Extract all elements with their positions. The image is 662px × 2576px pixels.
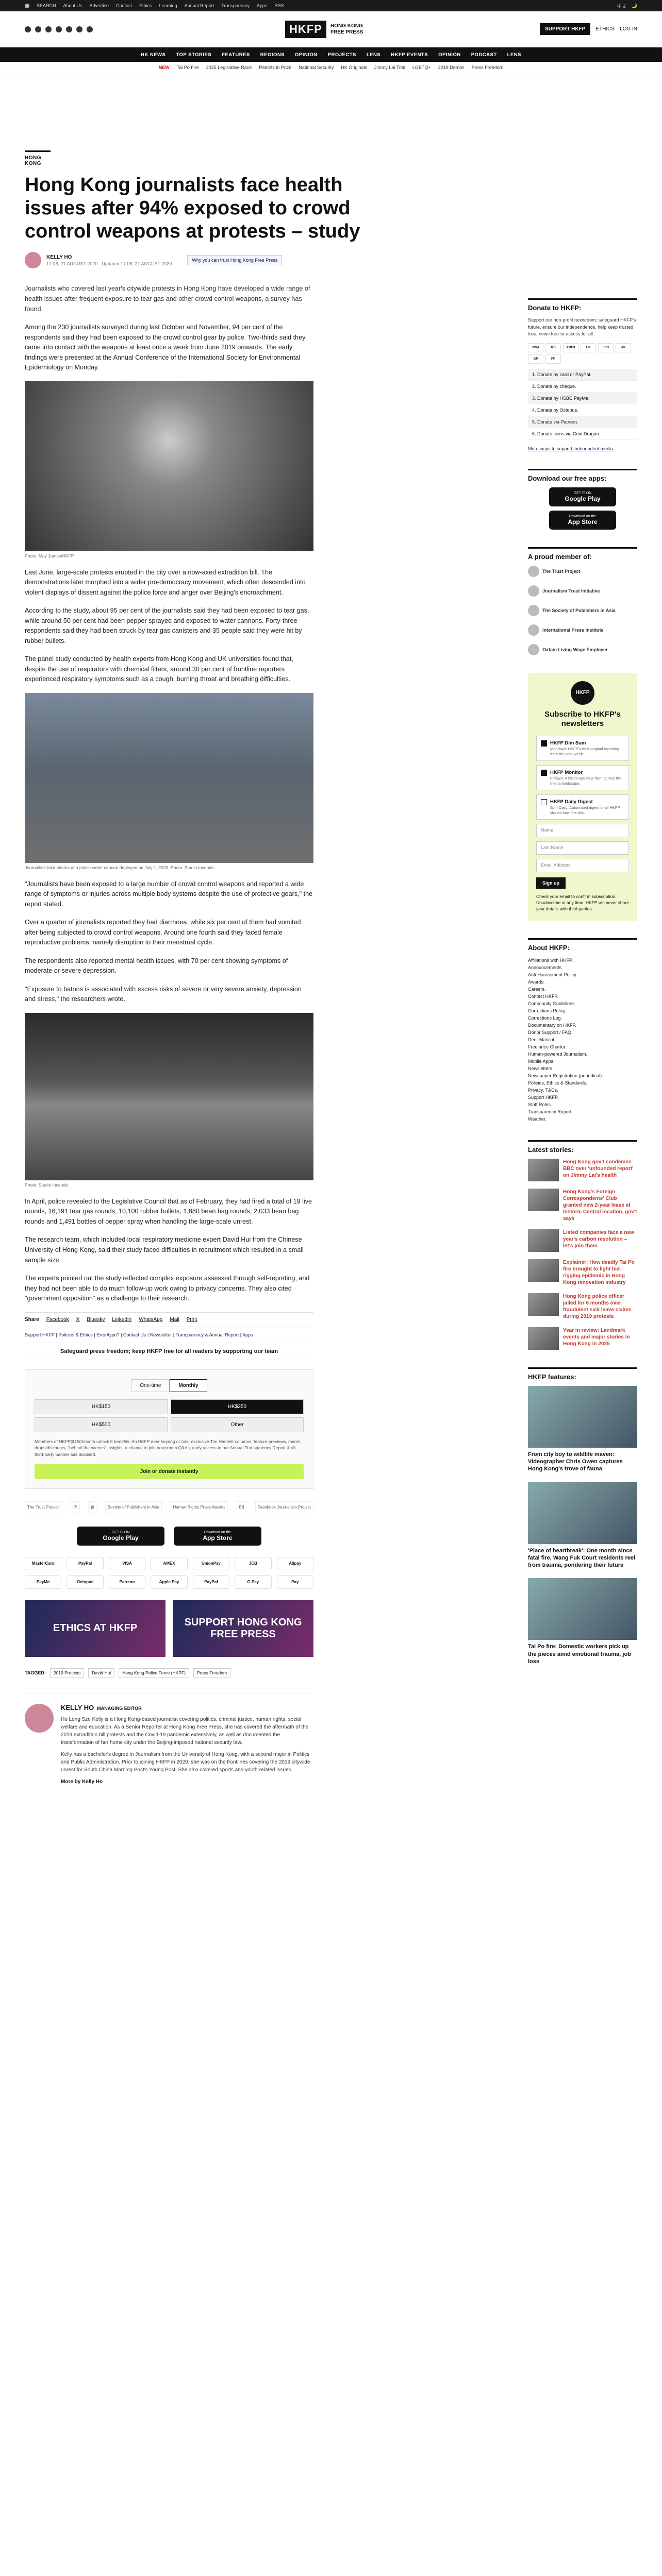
nav-item[interactable]: OPINION xyxy=(295,52,318,58)
logo-text: HONG KONG FREE PRESS xyxy=(330,23,363,35)
donate-option[interactable]: 5. Donate via Patreon. xyxy=(528,416,637,428)
trending-item[interactable]: Tai Po Fire xyxy=(176,64,199,70)
payment-logo[interactable]: AMEX xyxy=(151,1557,187,1570)
article-paragraph: Over a quarter of journalists reported they had diarrhoea, while six per cent of them had vomited after being subjected to crowd control weapons. Around one fourth said they faced female reproductive problems, namely disruption to their menstrual cycle. xyxy=(25,919,301,946)
membership-logo[interactable]: The Society of Publishers in Asia xyxy=(528,605,637,616)
chinese-language-link[interactable]: 中文 xyxy=(617,3,626,9)
tag-chip[interactable]: David Hui xyxy=(88,1668,114,1677)
partner-logo[interactable]: The Trust Project xyxy=(25,1501,61,1513)
share-x[interactable]: X xyxy=(76,1316,80,1323)
sidebar-heading: Latest stories: xyxy=(528,1140,637,1154)
payment-methods xyxy=(25,1557,313,1589)
share-bluesky[interactable]: Bluesky xyxy=(87,1316,105,1323)
about-link[interactable]: Documentary on HKFP. xyxy=(528,1022,576,1028)
trending-item[interactable]: Patriots in Prize xyxy=(259,64,292,70)
photo-caption: Photo: May James/HKFP. xyxy=(25,553,75,558)
trending-item[interactable]: HK Originals xyxy=(341,64,367,70)
about-link[interactable]: Weather. xyxy=(528,1116,547,1122)
sidebar-memberships xyxy=(528,547,637,655)
author-name[interactable]: KELLY HO xyxy=(46,254,72,260)
newsletter-title: Subscribe to HKFP's newsletters xyxy=(544,709,621,728)
newsletter-option[interactable] xyxy=(536,765,629,790)
story-thumbnail[interactable] xyxy=(528,1159,559,1181)
linkedin-icon[interactable] xyxy=(66,26,72,32)
article-photo xyxy=(25,381,313,551)
article-paragraph: "Journalists have been exposed to a large number of crowd control weapons and reported a wide range of symptoms or injuries across multiple body systems despite the use of protective gears," the report stated. xyxy=(25,880,313,908)
bluesky-icon[interactable] xyxy=(87,26,93,32)
share-whatsapp[interactable]: WhatsApp xyxy=(139,1316,163,1323)
photo-caption: Journalists take photos of a police water cannon deployed on July 1, 2020. Photo: Studio Incendo. xyxy=(25,865,216,870)
newsletter-desc: Fridays: A bird's-eye view from across the media landscape. xyxy=(550,775,622,786)
payment-logo[interactable]: PayPal xyxy=(193,1575,229,1589)
google-play-label: Google Play xyxy=(103,1534,139,1541)
article-paragraph: The panel study conducted by health experts from Hong Kong and UK universities found that, despite the use of respirators with chemical filters, around 30 per cent of frontline reporters experienced respiratory symptoms such as a cough, burning throat and breathing difficulties. xyxy=(25,655,293,683)
topbar-about[interactable]: About Us xyxy=(63,3,82,8)
topbar-annual-report[interactable]: Annual Report xyxy=(184,3,214,8)
amount-option[interactable]: HK$150 xyxy=(35,1399,168,1414)
facebook-icon[interactable] xyxy=(25,26,31,32)
about-link[interactable]: Freelance Charter. xyxy=(528,1044,567,1049)
partner-logo[interactable]: IPI xyxy=(70,1501,80,1513)
topbar-transparency[interactable]: Transparency xyxy=(221,3,250,8)
newsletter-desc: Mondays: HKFP's best original reporting from the past week. xyxy=(550,746,619,756)
share-print[interactable]: Print xyxy=(186,1316,197,1323)
donate-widget xyxy=(25,1369,313,1489)
app-store-button[interactable] xyxy=(174,1527,261,1546)
social-links xyxy=(25,26,221,32)
trending-item[interactable]: Jimmy Lai Trial xyxy=(374,64,405,70)
trending-item[interactable]: Press Freedom xyxy=(471,64,504,70)
article-header xyxy=(0,150,662,268)
payment-logo[interactable]: PayMe xyxy=(25,1575,61,1589)
x-icon[interactable] xyxy=(35,26,41,32)
topbar-apps[interactable]: Apps xyxy=(256,3,268,8)
sidebar-features xyxy=(528,1367,637,1666)
about-link[interactable]: Anti-Harassment Policy. xyxy=(528,972,577,977)
membership-logo[interactable]: Oxfam Living Wage Employer xyxy=(528,644,637,655)
main-nav xyxy=(0,47,662,62)
site-header xyxy=(0,11,662,47)
tab-one-time[interactable]: One-time xyxy=(131,1379,170,1392)
google-play-small: GET IT ON xyxy=(573,491,592,495)
payment-logo[interactable]: UnionPay xyxy=(193,1557,229,1570)
donate-option[interactable]: 1. Donate by card or PayPal. xyxy=(528,369,637,381)
article-paragraph: The experts pointed out the study reflected complex exposure assessed through self-reporting, and they had not been able to do much follow-up work owing to privacy concerns. They also cited "government opposition" as a challenge to their research. xyxy=(25,1275,310,1302)
trending-bar xyxy=(0,62,662,73)
card-logo: MC xyxy=(545,343,561,352)
story-title[interactable]: Hong Kong's Foreign Correspondents' Club granted new 2-year lease at historic Central location, gov't says xyxy=(563,1189,637,1222)
card-logo: JCB xyxy=(598,343,614,352)
about-link[interactable]: Human-powered Journalism. xyxy=(528,1051,588,1057)
about-link[interactable]: Announcements. xyxy=(528,964,563,970)
article-paragraph: According to the study, about 95 per cent of the journalists said they had been exposed to tear gas, while around 50 per cent had been pepper sprayed and exposed to water cannons. Forty-three respondents said they had been struck by tear gas canisters and 35 people said they were hit by rubber bullets. xyxy=(25,607,309,645)
partner-logo[interactable]: Human Rights Press Awards xyxy=(171,1501,228,1513)
sidebar-latest xyxy=(528,1140,637,1350)
sidebar xyxy=(528,284,637,1784)
trending-item[interactable]: National Security xyxy=(299,64,334,70)
article-title: Hong Kong journalists face health issues after 94% exposed to crowd control weapons at protests – study xyxy=(25,174,360,242)
about-link[interactable]: Corrections Log. xyxy=(528,1015,562,1021)
share-label: Share xyxy=(25,1316,39,1323)
feature-image[interactable] xyxy=(528,1578,637,1640)
feature-title[interactable]: From city boy to wildlife maven: Videographer Chris Owen captures Hong Kong's trove of fauna xyxy=(528,1451,623,1472)
sidebar-heading: Download our free apps: xyxy=(528,469,637,482)
nav-item[interactable]: LENS xyxy=(507,52,521,58)
support-banner[interactable]: Safeguard press freedom; keep HKFP free for all readers by supporting our team xyxy=(25,1343,313,1360)
dark-mode-toggle[interactable]: 🌙 xyxy=(631,3,637,8)
topbar-advertise[interactable]: Advertise xyxy=(89,3,109,8)
about-link[interactable]: Newsletters. xyxy=(528,1065,554,1071)
sidebar-donate xyxy=(528,298,637,451)
more-ways-link[interactable]: More ways to support independent media. xyxy=(528,446,615,451)
nav-item[interactable]: PROJECTS xyxy=(327,52,356,58)
payment-logo[interactable]: JCB xyxy=(235,1557,271,1570)
payment-logo[interactable]: Pay xyxy=(277,1575,313,1589)
article-paragraph: Journalists who covered last year's citywide protests in Hong Kong have developed a wide range of health issues after frequent exposure to tear gas and other crowd control weapons, a survey has found. xyxy=(25,285,310,313)
article-paragraph: "Exposure to batons is associated with excess risks of severe or very severe anxiety, depression and stress," the researchers wrote. xyxy=(25,985,302,1003)
article-paragraph: In April, police revealed to the Legislative Council that as of February, they had fired a total of 19 live rounds, 16,191 tear gas rounds, 10,100 rubber bullets, 1,880 bean bag rounds, 2,033 bean bag rounds and 1,491 bottles of pepper spray when handling the large-scale unrest. xyxy=(25,1197,312,1225)
nav-item[interactable]: REGIONS xyxy=(260,52,285,58)
about-link[interactable]: Deer Mascot. xyxy=(528,1037,556,1042)
card-logo: GP xyxy=(528,354,543,364)
article-photo xyxy=(25,693,313,863)
last-name-field[interactable]: Last Name xyxy=(536,841,629,855)
sidebar-heading: HKFP features: xyxy=(528,1367,637,1381)
membership-logo[interactable]: Journalism Trust Initiative xyxy=(528,585,637,597)
nav-item[interactable]: OPINION xyxy=(438,52,461,58)
payment-logo[interactable]: G Pay xyxy=(235,1575,271,1589)
payment-logo[interactable]: PayPal xyxy=(67,1557,103,1570)
newsletter-name: HKFP Daily Digest xyxy=(550,799,593,805)
share-mail[interactable]: Mail xyxy=(170,1316,179,1323)
author-bio: Kelly has a bachelor's degree in Journalism from the University of Hong Kong, with a second major in Politics and Public Administration. Prior to joining HKFP in 2020, she was on the frontlines covering the 2019 citywide unrest for South China Morning Post's Young Post. She also covered sports and youth-related issues. xyxy=(61,1751,310,1773)
support-hkfp-button[interactable]: SUPPORT HKFP xyxy=(540,23,590,35)
share-linkedin[interactable]: LinkedIn xyxy=(112,1316,132,1323)
nav-item[interactable]: HK NEWS xyxy=(141,52,166,58)
story-title[interactable]: Explainer: How deadly Tai Po fire brought to light bid-rigging epidemic in Hong Kong renovation industry xyxy=(563,1259,635,1285)
story-thumbnail[interactable] xyxy=(528,1259,559,1282)
join-button[interactable]: Join or donate instantly xyxy=(35,1464,304,1479)
instagram-icon[interactable] xyxy=(45,26,52,32)
youtube-icon[interactable] xyxy=(56,26,62,32)
app-store-links xyxy=(25,1527,313,1546)
newsletter-option[interactable] xyxy=(536,794,629,820)
article-tags xyxy=(25,1668,313,1677)
about-link[interactable]: Awards. xyxy=(528,979,545,985)
card-logo: VISA xyxy=(528,343,543,352)
story-thumbnail[interactable] xyxy=(528,1327,559,1350)
newsletter-desc: 5pm Daily: Automated digest of all HKFP stories from the day. xyxy=(550,805,620,815)
newsletter-option[interactable] xyxy=(536,736,629,761)
topbar-rss[interactable]: RSS xyxy=(274,3,284,8)
topbar-search[interactable]: SEARCH xyxy=(37,3,56,8)
payment-logo[interactable]: Octopus xyxy=(67,1575,103,1589)
topbar-learning[interactable]: Learning xyxy=(159,3,177,8)
app-store-label: App Store xyxy=(568,518,598,526)
author-avatar[interactable] xyxy=(25,252,41,268)
threads-icon[interactable] xyxy=(76,26,82,32)
ethics-promo[interactable]: ETHICS AT HKFP xyxy=(25,1600,166,1657)
payment-logo[interactable]: VISA xyxy=(109,1557,145,1570)
story-item[interactable] xyxy=(528,1327,637,1350)
membership-logo[interactable]: The Trust Project xyxy=(528,566,637,577)
more-by-author-link[interactable]: More by Kelly Ho xyxy=(61,1778,103,1785)
article-paragraph: Among the 230 journalists surveyed during last October and November, 94 per cent of the respondents said they had been exposed to the crowd control gear by police. Two-thirds said they came into contact with the weapons at least once a week from June 2019 onwards. The early findings were presented at the Annual Conference of the International Society for Environmental Epidemiology on Monday. xyxy=(25,324,306,371)
story-item[interactable] xyxy=(528,1189,637,1222)
app-store-label: App Store xyxy=(203,1534,233,1541)
photo-caption: Photo: Studio Incendo. xyxy=(25,1182,70,1188)
nav-item[interactable]: HKFP EVENTS xyxy=(391,52,428,58)
topbar-ethics[interactable]: Ethics xyxy=(139,3,152,8)
search-icon[interactable] xyxy=(25,4,29,8)
google-play-label: Google Play xyxy=(565,495,601,502)
feature-image[interactable] xyxy=(528,1386,637,1448)
story-item[interactable] xyxy=(528,1293,637,1320)
amount-option-other[interactable]: Other xyxy=(171,1417,304,1432)
tag-chip[interactable]: 2019 Protests xyxy=(50,1668,84,1677)
partner-logo[interactable]: Facebook Journalism Project xyxy=(255,1501,313,1513)
feature-image[interactable] xyxy=(528,1482,637,1544)
article-paragraph: The research team, which included local respiratory medicine expert David Hui from the Chinese University of Hong Kong, said their study faced difficulties in recruitment which resulted in a small sample size. xyxy=(25,1236,304,1264)
feature-item[interactable] xyxy=(528,1482,637,1569)
sidebar-about xyxy=(528,938,637,1123)
sidebar-heading: Donate to HKFP: xyxy=(528,298,637,312)
nav-item[interactable]: LENS xyxy=(366,52,381,58)
email-field[interactable]: Email Address xyxy=(536,859,629,872)
about-link[interactable]: Policies, Ethics & Standards. xyxy=(528,1080,588,1086)
byline: KELLY HO 17:08, 21 AUGUST 2020 · Updated 17:08, 21 AUGUST 2020 Why you can trust Hong Kong Free Press xyxy=(25,252,637,268)
payment-logo[interactable]: MasterCard xyxy=(25,1557,61,1570)
about-link[interactable]: Mobile Apps. xyxy=(528,1058,555,1064)
story-thumbnail[interactable] xyxy=(528,1229,559,1252)
about-link[interactable]: Transparency Report. xyxy=(528,1109,573,1114)
first-name-field[interactable]: Name xyxy=(536,824,629,837)
login-link[interactable]: LOG IN xyxy=(620,26,637,32)
sidebar-heading: About HKFP: xyxy=(528,938,637,952)
utility-bar xyxy=(0,0,662,11)
donate-option[interactable]: 2. Donate by cheque. xyxy=(528,381,637,393)
topbar-contact[interactable]: Contact xyxy=(116,3,133,8)
story-thumbnail[interactable] xyxy=(528,1189,559,1211)
trust-badge[interactable]: Why you can trust Hong Kong Free Press xyxy=(187,255,282,265)
trending-item[interactable]: 2025 Legislative Race xyxy=(206,64,252,70)
about-link[interactable]: Newspaper Registration (periodical). xyxy=(528,1073,603,1078)
site-logo[interactable] xyxy=(285,21,377,38)
newsletter-name: HKFP Monitor xyxy=(550,769,583,775)
newsletter-signup xyxy=(528,673,637,921)
nav-item[interactable]: FEATURES xyxy=(222,52,250,58)
article-body xyxy=(25,284,313,1784)
google-play-button[interactable] xyxy=(549,487,616,506)
sidebar-heading: A proud member of: xyxy=(528,547,637,561)
donate-option[interactable]: 3. Donate by HSBC PayMe. xyxy=(528,393,637,404)
updated-date: Updated 17:08, 21 AUGUST 2020 xyxy=(102,261,172,266)
partner-logos xyxy=(25,1501,313,1513)
newsletter-name: HKFP Dim Sum xyxy=(550,740,586,746)
card-logo: AP xyxy=(616,343,631,352)
checkbox-unchecked[interactable] xyxy=(541,799,547,805)
google-play-button[interactable] xyxy=(77,1527,164,1546)
about-link[interactable]: Privacy, T&Cs. xyxy=(528,1087,558,1093)
support-links[interactable]: Support HKFP | Policies & Ethics | Error/typo? | Contact Us | Newsletter | Transparency & Annual Report | Apps xyxy=(25,1332,253,1337)
feature-title[interactable]: 'Place of heartbreak': One month since fatal fire, Wang Fuk Court residents reel from trauma, pondering their future xyxy=(528,1547,636,1569)
donate-intro[interactable]: Support our non-profit newsroom; safeguard HKFP's future, ensure our independence, help keep trusted local news free-to-access for all. xyxy=(528,317,636,337)
member-benefits: Members of HKFP($150/month unlock 8 benefits: An HKFP deer keyring or tote, exclusive Tim Hamlett columns, feature previews, merch drops/discounts, "behind the scenes" insights, a chance to join newsroom Q&As, early access to our Annual Transparency Report & all third-party banner ads disabled. xyxy=(35,1438,301,1458)
payment-logo[interactable]: Apple Pay xyxy=(151,1575,187,1589)
story-item[interactable] xyxy=(528,1159,637,1181)
checkbox-checked[interactable] xyxy=(541,770,547,776)
trending-item[interactable]: LGBTQ+ xyxy=(412,64,431,70)
author-bio: Ho Long Sze Kelly is a Hong Kong-based journalist covering politics, criminal justice, human rights, social welfare and education. As a Senior Reporter at Hong Kong Free Press, she has covered the aftermath of the 2019 extradition bill protests and the Covid-19 pandemic extensively, as well as documented the transformation of her home city under the Beijing-imposed national security law. xyxy=(61,1716,309,1745)
partner-logo[interactable]: Society of Publishers in Asia xyxy=(105,1501,162,1513)
about-link[interactable]: Affiliations with HKFP. xyxy=(528,957,573,963)
about-link[interactable]: Support HKFP. xyxy=(528,1094,559,1100)
story-item[interactable] xyxy=(528,1259,637,1286)
payment-logo[interactable]: Alipay xyxy=(277,1557,313,1570)
amount-option-selected[interactable]: HK$250 xyxy=(171,1399,304,1414)
membership-logo[interactable]: International Press Institute xyxy=(528,624,637,636)
share-bar xyxy=(25,1312,313,1327)
support-promo[interactable]: SUPPORT HONG KONG FREE PRESS xyxy=(173,1600,313,1657)
payment-logo[interactable]: Patreon xyxy=(109,1575,145,1589)
sidebar-apps xyxy=(528,469,637,530)
article-photo xyxy=(25,1013,313,1180)
about-link[interactable]: Community Guidelines. xyxy=(528,1001,576,1006)
author-box-name[interactable]: KELLY HO xyxy=(61,1703,94,1711)
story-title[interactable]: Year in review: Landmark events and major stories in Hong Kong in 2025 xyxy=(563,1327,630,1347)
card-logo: PP xyxy=(545,354,561,364)
feature-item[interactable] xyxy=(528,1578,637,1665)
newsletter-logo: HKFP xyxy=(571,681,594,705)
tags-label: TAGGED: xyxy=(25,1670,46,1675)
checkbox-checked[interactable] xyxy=(541,740,547,747)
donate-option[interactable]: 4. Donate by Octopus. xyxy=(528,404,637,416)
nav-item[interactable]: PODCAST xyxy=(471,52,497,58)
amount-option[interactable]: HK$500 xyxy=(35,1417,168,1432)
article-kicker[interactable]: HONG KONG xyxy=(25,150,51,166)
partner-logo[interactable]: Ed xyxy=(237,1501,247,1513)
story-title[interactable]: Hong Kong police officer jailed for 6 months over fraudulent sick leave claims during 2019 protests xyxy=(563,1293,632,1319)
trending-item[interactable]: 2019 Demos xyxy=(438,64,465,70)
tab-monthly[interactable]: Monthly xyxy=(170,1379,207,1392)
article-paragraph: The respondents also reported mental health issues, with 70 per cent showing symptoms of moderate or severe depression. xyxy=(25,957,288,975)
card-logo: AMEX xyxy=(563,343,578,352)
share-facebook[interactable]: Facebook xyxy=(46,1316,69,1323)
signup-button[interactable]: Sign up xyxy=(536,877,566,889)
newsletter-note: Check your email to confirm subscription. Unsubscribe at any time. HKFP will never share your details with third parties. xyxy=(536,893,629,911)
logo-mark: HKFP xyxy=(285,21,326,38)
about-link[interactable]: Staff Roles. xyxy=(528,1101,552,1107)
story-title[interactable]: Hong Kong gov't condemns BBC over 'unfounded report' on Jimmy Lai's health xyxy=(563,1159,634,1178)
about-link[interactable]: Donor Support / FAQ. xyxy=(528,1029,573,1035)
about-link[interactable]: Contact HKFP. xyxy=(528,993,558,999)
donate-option[interactable]: 6. Donate coins via Coin Dragon. xyxy=(528,428,637,440)
author-box xyxy=(25,1693,313,1785)
tag-chip[interactable]: Press Freedom xyxy=(193,1668,230,1677)
app-store-small: Download on the xyxy=(204,1530,231,1534)
author-box-avatar[interactable] xyxy=(25,1704,54,1733)
partner-logo[interactable]: jti xyxy=(88,1501,96,1513)
story-item[interactable] xyxy=(528,1229,637,1252)
card-logo: UP xyxy=(581,343,596,352)
app-store-button[interactable] xyxy=(549,511,616,530)
publish-date: 17:08, 21 AUGUST 2020 xyxy=(46,261,98,266)
tag-chip[interactable]: Hong Kong Police Force (HKPF) xyxy=(119,1668,189,1677)
google-play-small: GET IT ON xyxy=(111,1530,130,1534)
feature-item[interactable] xyxy=(528,1386,637,1473)
new-label: NEW xyxy=(158,64,170,70)
app-store-small: Download on the xyxy=(569,514,597,518)
about-link[interactable]: Careers. xyxy=(528,986,546,992)
story-title[interactable]: Listed companies face a new year's carbon resolution – let's join them xyxy=(563,1229,634,1249)
ethics-link[interactable]: ETHICS xyxy=(595,26,615,32)
about-link[interactable]: Corrections Policy. xyxy=(528,1008,567,1013)
author-box-role: MANAGING EDITOR xyxy=(97,1705,142,1711)
story-thumbnail[interactable] xyxy=(528,1293,559,1316)
article-paragraph: Last June, large-scale protests erupted in the city over a now-axed extradition bill. The demonstrations later morphed into a wider pro-democracy movement, which often descended into violent displays of dissent against the police force and anger over Beijing's encroachment. xyxy=(25,568,306,596)
nav-item[interactable]: TOP STORIES xyxy=(176,52,212,58)
feature-title[interactable]: Tai Po fire: Domestic workers pick up the pieces amid emotional trauma, job loss xyxy=(528,1643,631,1665)
